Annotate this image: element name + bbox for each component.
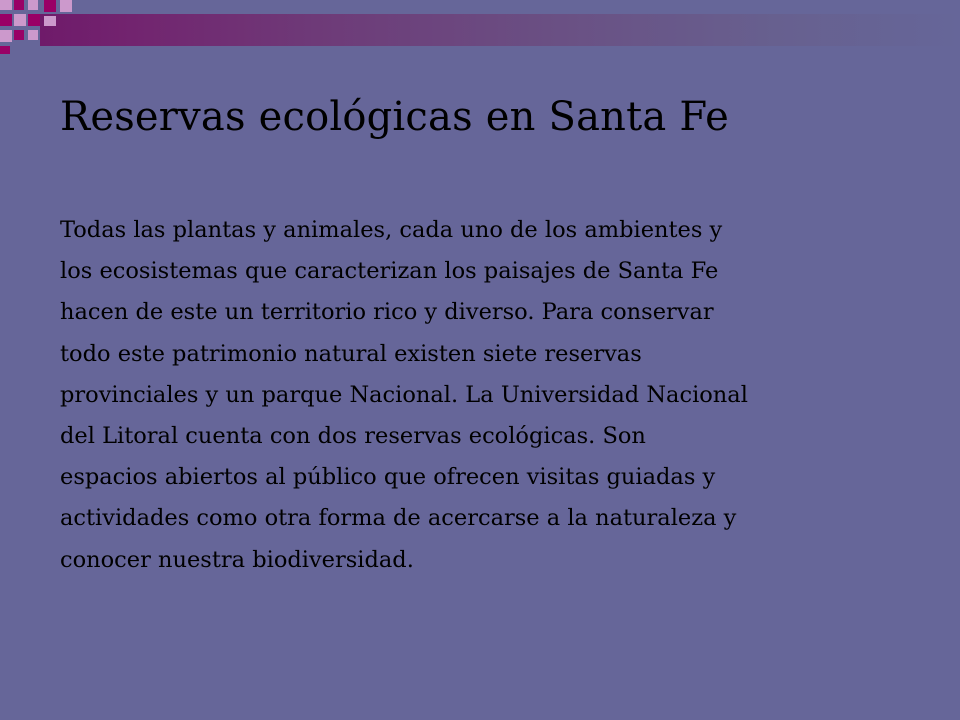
body-line: del Litoral cuenta con dos reservas ecológicas. Son: [60, 423, 646, 450]
body-line: todo este patrimonio natural existen siete reservas: [60, 340, 642, 367]
body-line: actividades como otra forma de acercarse a la naturaleza y: [60, 505, 737, 532]
slide-body-text: [60, 210, 920, 581]
decorative-squares-icon: [0, 0, 80, 60]
slide-title: Reservas ecológicas en Santa Fe: [60, 94, 729, 140]
body-line: los ecosistemas que caracterizan los paisajes de Santa Fe: [60, 258, 719, 285]
decorative-top-band: [40, 14, 960, 46]
body-line: conocer nuestra biodiversidad.: [60, 546, 414, 573]
body-line: hacen de este un territorio rico y diverso. Para conservar: [60, 299, 714, 326]
body-line: provinciales y un parque Nacional. La Universidad Nacional: [60, 381, 748, 408]
body-line: Todas las plantas y animales, cada uno de los ambientes y: [60, 217, 723, 243]
body-line: espacios abiertos al público que ofrecen visitas guiadas y: [60, 464, 716, 491]
